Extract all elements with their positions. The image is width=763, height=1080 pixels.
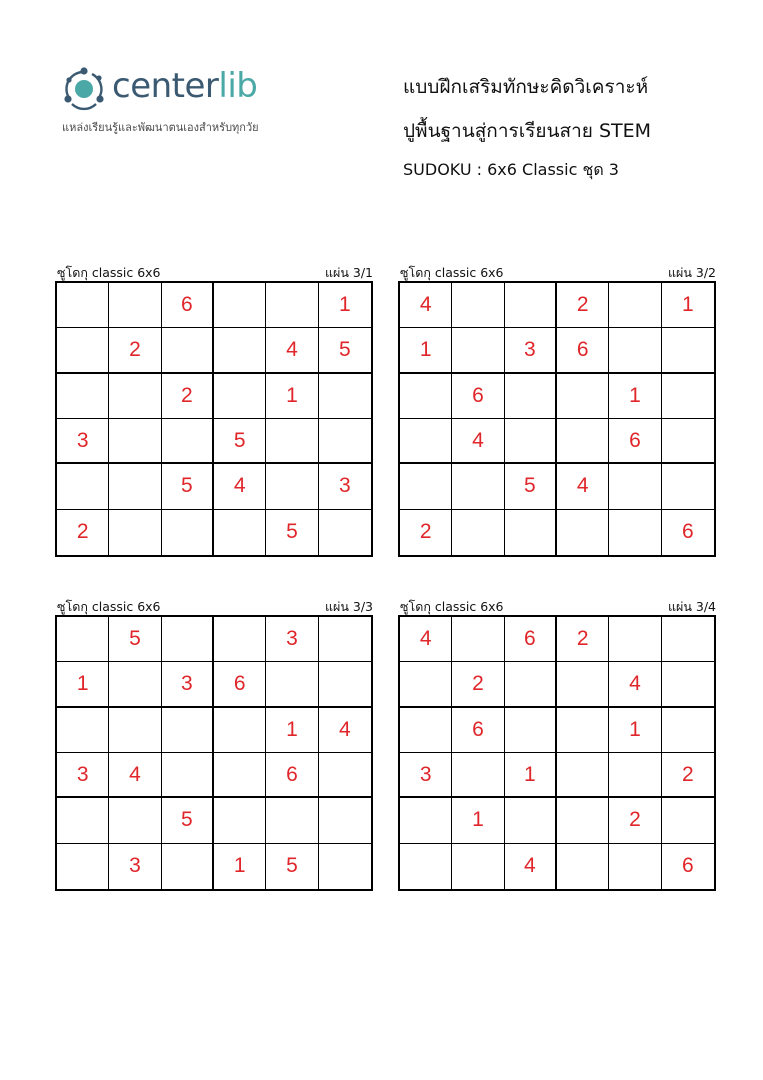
sudoku-cell <box>505 419 557 464</box>
sudoku-cell <box>162 328 214 373</box>
sudoku-cell <box>109 510 161 555</box>
sudoku-cell: 1 <box>400 328 452 373</box>
sudoku-cell <box>57 283 109 328</box>
sudoku-cell: 1 <box>662 283 714 328</box>
sudoku-cell: 3 <box>57 419 109 464</box>
sudoku-cell: 4 <box>319 708 371 753</box>
sudoku-cell <box>400 374 452 419</box>
sudoku-cell: 1 <box>266 708 318 753</box>
sudoku-cell: 5 <box>505 464 557 509</box>
sudoku-cell <box>57 798 109 843</box>
logo-wordmark <box>112 66 257 106</box>
sudoku-cell: 5 <box>109 617 161 662</box>
sudoku-puzzle-4 <box>398 597 718 891</box>
sudoku-cell <box>609 844 661 889</box>
sudoku-cell <box>109 374 161 419</box>
puzzle-sheet-number: แผ่น 3/4 <box>667 599 716 614</box>
sudoku-cell: 3 <box>162 662 214 707</box>
sudoku-cell <box>214 617 266 662</box>
sudoku-cell <box>162 708 214 753</box>
sudoku-cell <box>557 419 609 464</box>
sudoku-cell <box>662 708 714 753</box>
sudoku-cell <box>400 708 452 753</box>
header-line-2: ปูพื้นฐานสู่การเรียนสาย STEM <box>403 120 652 142</box>
sudoku-cell: 4 <box>400 617 452 662</box>
sudoku-cell <box>109 283 161 328</box>
sudoku-cell <box>505 510 557 555</box>
sudoku-puzzle-3 <box>55 597 375 891</box>
logo-wordmark-part1: center <box>112 66 219 106</box>
sudoku-cell <box>162 753 214 798</box>
puzzle-header <box>398 597 718 615</box>
sudoku-cell: 4 <box>505 844 557 889</box>
sudoku-cell <box>109 798 161 843</box>
sudoku-cell <box>452 844 504 889</box>
sudoku-cell <box>319 798 371 843</box>
sudoku-cell: 6 <box>681 854 694 878</box>
sudoku-cell: 5 <box>214 419 266 464</box>
sudoku-puzzle-1 <box>55 263 375 557</box>
header-line-3: SUDOKU : 6x6 Classic ชุด 3 <box>403 160 619 179</box>
sudoku-cell: 3 <box>109 844 161 889</box>
puzzle-title: ซูโดกุ classic 6x6 <box>400 265 504 280</box>
sudoku-cell <box>319 753 371 798</box>
sudoku-cell <box>452 328 504 373</box>
sudoku-cell: 5 <box>162 464 214 509</box>
sudoku-cell: 1 <box>57 662 109 707</box>
sudoku-cell: 4 <box>452 419 504 464</box>
sudoku-cell: 5 <box>162 798 214 843</box>
sudoku-cell <box>505 283 557 328</box>
sudoku-cell <box>162 510 214 555</box>
sudoku-cell: 5 <box>266 510 318 555</box>
sudoku-cell <box>400 798 452 843</box>
sudoku-grid <box>55 615 373 891</box>
sudoku-cell <box>505 374 557 419</box>
sudoku-grid <box>55 281 373 557</box>
sudoku-cell: 6 <box>681 520 694 544</box>
puzzle-header <box>55 263 375 281</box>
sudoku-cell: 2 <box>609 798 661 843</box>
sudoku-cell <box>505 662 557 707</box>
sudoku-cell: 3 <box>319 464 371 509</box>
sudoku-cell: 5 <box>266 844 318 889</box>
sudoku-cell <box>557 844 609 889</box>
sudoku-cell: 2 <box>162 374 214 419</box>
sudoku-cell <box>319 662 371 707</box>
sudoku-cell: 6 <box>266 753 318 798</box>
sudoku-cell <box>266 662 318 707</box>
puzzle-title: ซูโดกุ classic 6x6 <box>400 599 504 614</box>
sudoku-cell <box>57 844 109 889</box>
sudoku-cell <box>557 662 609 707</box>
sudoku-cell <box>452 510 504 555</box>
centerlib-logo-icon <box>60 66 110 112</box>
sudoku-cell <box>214 510 266 555</box>
sudoku-cell <box>266 464 318 509</box>
sudoku-cell <box>609 328 661 373</box>
sudoku-cell: 6 <box>162 283 214 328</box>
centerlib-logo <box>60 62 290 132</box>
sudoku-cell <box>57 617 109 662</box>
sudoku-cell <box>109 708 161 753</box>
sudoku-cell: 1 <box>505 753 557 798</box>
sudoku-cell <box>662 464 714 509</box>
sudoku-cell <box>452 464 504 509</box>
sudoku-cell: 1 <box>266 374 318 419</box>
sudoku-cell: 5 <box>319 328 371 373</box>
sudoku-cell <box>662 617 714 662</box>
sudoku-cell <box>609 510 661 555</box>
sudoku-cell <box>557 374 609 419</box>
puzzle-header <box>55 597 375 615</box>
sudoku-cell <box>662 374 714 419</box>
sudoku-cell: 2 <box>452 662 504 707</box>
sudoku-cell: 2 <box>662 753 714 798</box>
sudoku-cell: 3 <box>505 328 557 373</box>
sudoku-grid <box>398 281 716 557</box>
sudoku-cell: 2 <box>557 617 609 662</box>
sudoku-cell: 6 <box>452 374 504 419</box>
sudoku-cell <box>609 283 661 328</box>
sudoku-cell <box>662 419 714 464</box>
sudoku-cell <box>452 753 504 798</box>
sudoku-cell <box>319 510 371 555</box>
sudoku-cell <box>505 798 557 843</box>
sudoku-cell <box>662 662 714 707</box>
sudoku-cell: 6 <box>505 617 557 662</box>
sudoku-cell: 3 <box>400 753 452 798</box>
puzzle-header <box>398 263 718 281</box>
sudoku-cell: 4 <box>609 662 661 707</box>
sudoku-cell <box>57 708 109 753</box>
sudoku-cell: 4 <box>266 328 318 373</box>
sudoku-cell <box>266 283 318 328</box>
puzzle-title: ซูโดกุ classic 6x6 <box>57 265 161 280</box>
sudoku-cell <box>609 617 661 662</box>
sudoku-cell: 6 <box>214 662 266 707</box>
sudoku-cell <box>452 283 504 328</box>
sudoku-cell <box>57 464 109 509</box>
puzzle-sheet-number: แผ่น 3/3 <box>324 599 373 614</box>
sudoku-cell: 2 <box>400 510 452 555</box>
sudoku-cell <box>266 419 318 464</box>
sudoku-cell <box>319 419 371 464</box>
sudoku-cell: 6 <box>609 419 661 464</box>
sudoku-cell: 1 <box>214 844 266 889</box>
sudoku-cell <box>109 419 161 464</box>
sudoku-cell: 1 <box>452 798 504 843</box>
puzzle-sheet-number: แผ่น 3/2 <box>667 265 716 280</box>
sudoku-cell <box>109 464 161 509</box>
sudoku-cell <box>214 708 266 753</box>
sudoku-cell <box>557 510 609 555</box>
sudoku-cell <box>557 798 609 843</box>
sudoku-cell <box>214 328 266 373</box>
sudoku-cell <box>505 708 557 753</box>
sudoku-cell <box>162 617 214 662</box>
sudoku-cell: 3 <box>57 753 109 798</box>
sudoku-cell: 4 <box>557 464 609 509</box>
sudoku-cell: 2 <box>57 510 109 555</box>
puzzle-sheet-number: แผ่น 3/1 <box>324 265 373 280</box>
sudoku-cell: 4 <box>214 464 266 509</box>
header-line-1: แบบฝึกเสริมทักษะคิดวิเคราะห์ <box>403 76 649 98</box>
sudoku-cell <box>557 753 609 798</box>
sudoku-cell: 4 <box>109 753 161 798</box>
sudoku-cell <box>214 374 266 419</box>
sudoku-cell <box>57 328 109 373</box>
sudoku-cell: 1 <box>319 283 371 328</box>
sudoku-cell <box>662 328 714 373</box>
sudoku-cell <box>400 419 452 464</box>
sudoku-cell <box>400 844 452 889</box>
sudoku-cell <box>162 844 214 889</box>
sudoku-cell <box>109 662 161 707</box>
sudoku-cell <box>452 617 504 662</box>
sudoku-cell <box>609 464 661 509</box>
sudoku-cell: 2 <box>557 283 609 328</box>
sudoku-cell <box>319 374 371 419</box>
sudoku-cell <box>662 798 714 843</box>
sudoku-cell <box>214 283 266 328</box>
sudoku-cell: 1 <box>609 708 661 753</box>
logo-wordmark-part2: lib <box>218 66 258 106</box>
sudoku-cell <box>609 753 661 798</box>
sudoku-grid <box>398 615 716 891</box>
sudoku-cell <box>162 419 214 464</box>
sudoku-cell: 6 <box>557 328 609 373</box>
sudoku-cell <box>266 798 318 843</box>
sudoku-cell: 4 <box>400 283 452 328</box>
sudoku-cell <box>319 844 371 889</box>
sudoku-cell <box>319 617 371 662</box>
sudoku-cell <box>400 662 452 707</box>
sudoku-cell <box>557 708 609 753</box>
sudoku-cell <box>400 464 452 509</box>
sudoku-cell <box>57 374 109 419</box>
sudoku-cell: 2 <box>109 328 161 373</box>
puzzle-title: ซูโดกุ classic 6x6 <box>57 599 161 614</box>
sudoku-cell: 3 <box>266 617 318 662</box>
sudoku-cell: 6 <box>452 708 504 753</box>
sudoku-cell <box>214 798 266 843</box>
sudoku-cell: 1 <box>609 374 661 419</box>
sudoku-cell <box>214 753 266 798</box>
sudoku-puzzle-2 <box>398 263 718 557</box>
logo-tagline: แหล่งเรียนรู้และพัฒนาตนเองสำหรับทุกวัย <box>62 121 259 134</box>
